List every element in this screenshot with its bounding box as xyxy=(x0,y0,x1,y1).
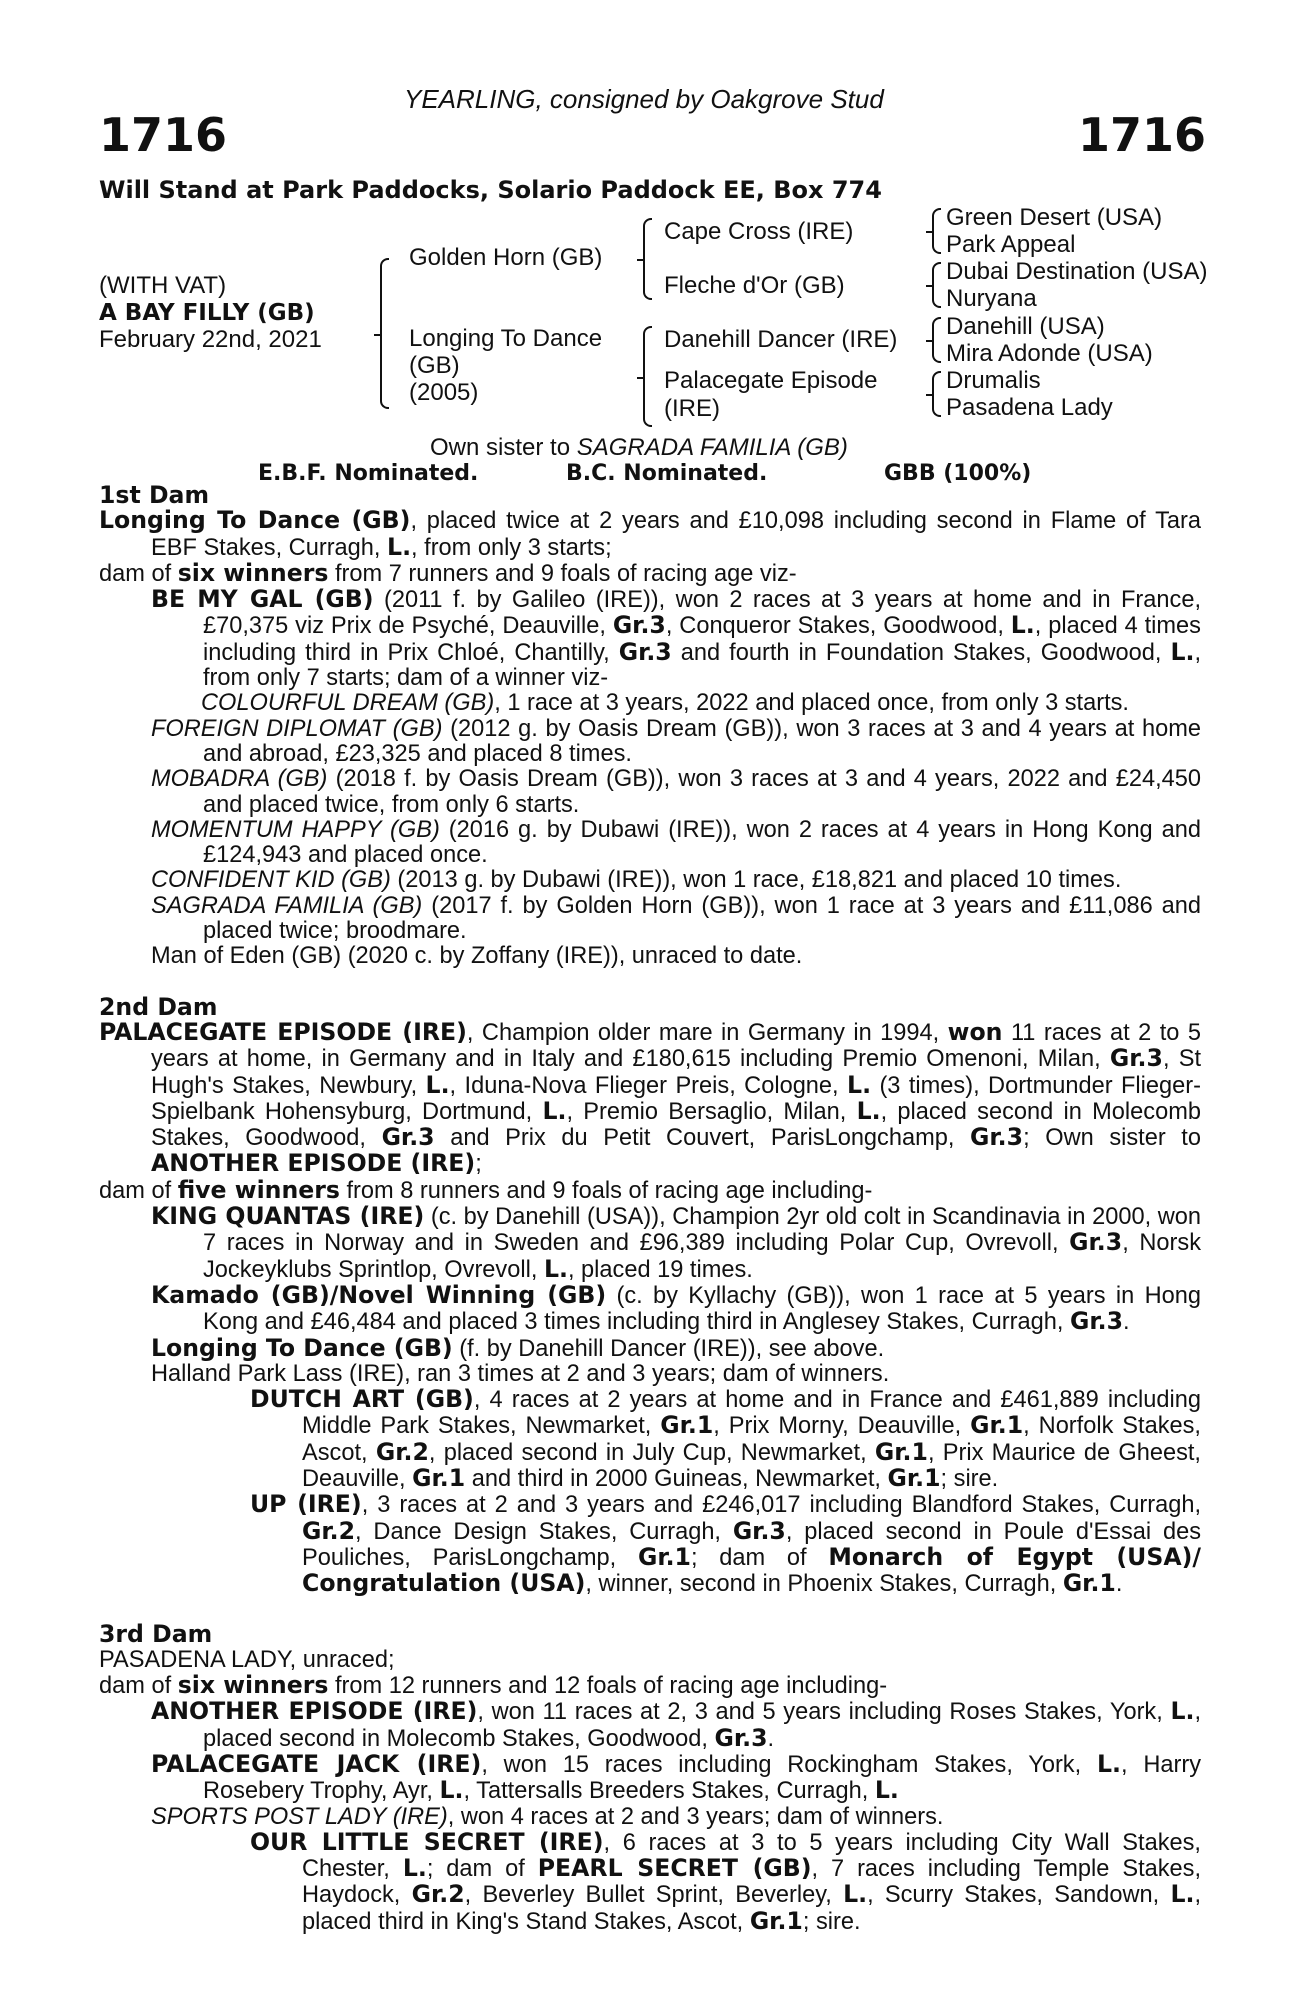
produce-king-quantas: KING QUANTAS (IRE) (c. by Danehill (USA)), Champion 2yr old colt in Scandinavia in 2000, won 7 races in Norway and in Sweden and £96,389 including Polar Cup, Ovrevoll, Gr.3, Norsk Jockeyklubs Sprintlop, Ovrevoll, L., placed 19 times. xyxy=(151,1202,1201,1283)
produce-another-episode: ANOTHER EPISODE (IRE), won 11 races at 2, 3 and 5 years including Roses Stakes, York, L., placed second in Molecomb Stakes, Goodwood, Gr.3. xyxy=(151,1697,1201,1752)
pedigree-ggs-7: Drumalis xyxy=(946,367,1041,394)
pedigree-dam-sire: Danehill Dancer (IRE) xyxy=(664,326,898,353)
produce-longing-to-dance: Longing To Dance (GB) (f. by Danehill Dancer (IRE)), see above. xyxy=(151,1333,885,1362)
pedigree-brace-dam xyxy=(643,326,652,427)
lot-number-right: 1716 xyxy=(1077,108,1206,162)
produce-mobadra: MOBADRA (GB) (2018 f. by Oasis Dream (GB)), won 3 races at 3 and 4 years, 2022 and £24,450 and placed twice, from only 6 starts. xyxy=(151,766,1201,818)
third-dam-heading: 3rd Dam xyxy=(99,1620,213,1649)
produce-momentum-happy: MOMENTUM HAPPY (GB) (2016 g. by Dubawi (IRE)), won 2 races at 4 years in Hong Kong and £124,943 and placed once. xyxy=(151,816,1201,869)
stand-location: Will Stand at Park Paddocks, Solario Paddock EE, Box 774 xyxy=(99,176,882,204)
pedigree-sire: Golden Horn (GB) xyxy=(409,244,603,271)
pedigree-dam-dam-country: (IRE) xyxy=(664,395,720,422)
pedigree-brace-g1 xyxy=(932,208,941,254)
produce-kamado: Kamado (GB)/Novel Winning (GB) (c. by Kyllachy (GB)), won 1 race at 5 years in Hong Kong and £46,484 and placed 3 times including third in Anglesey Stakes, Curragh, Gr.3. xyxy=(151,1280,1201,1336)
pedigree-dam: Longing To Dance xyxy=(409,325,603,352)
pedigree-dam-year: (2005) xyxy=(409,379,479,406)
produce-sports-post-lady: SPORTS POST LADY (IRE), won 4 races at 2 and 3 years; dam of winners. xyxy=(151,1803,944,1830)
gbb-note: GBB (100%) xyxy=(884,461,1032,486)
produce-foreign-diplomat: FOREIGN DIPLOMAT (GB) (2012 g. by Oasis Dream (GB)), won 3 races at 3 and 4 years at home and abroad, £23,325 and placed 8 times. xyxy=(151,715,1201,767)
pedigree-ggs-4: Nuryana xyxy=(946,285,1037,312)
pedigree-ggs-6: Mira Adonde (USA) xyxy=(946,340,1153,367)
produce-our-little-secret: OUR LITTLE SECRET (IRE), 6 races at 3 to 5 years including City Wall Stakes, Chester, L.; dam of PEARL SECRET (GB), 7 races including Temple Stakes, Haydock, Gr.2, Beverley Bullet Sprint, Beverley, L., Scurry Stakes, Sandown, L., placed third in King's Stand Stakes, Ascot, Gr.1; sire. xyxy=(250,1827,1202,1935)
produce-palacegate-jack: PALACEGATE JACK (IRE), won 15 races including Rockingham Stakes, York, L., Harry Rosebery Trophy, Ayr, L., Tattersalls Breeders Stakes, Curragh, L. xyxy=(151,1749,1201,1805)
produce-halland-park-lass: Halland Park Lass (IRE), ran 3 times at 2 and 3 years; dam of winners. xyxy=(151,1360,890,1387)
pedigree-dam-dam: Palacegate Episode xyxy=(664,367,878,394)
second-dam-heading: 2nd Dam xyxy=(99,992,218,1021)
ebf-note: E.B.F. Nominated. xyxy=(258,461,479,486)
first-dam-produce: dam of six winners from 7 runners and 9 foals of racing age viz- xyxy=(99,558,797,587)
pedigree-sire-dam: Fleche d'Or (GB) xyxy=(664,272,845,299)
pedigree-sire-sire: Cape Cross (IRE) xyxy=(664,218,854,245)
own-sister-name: SAGRADA FAMILIA (GB) xyxy=(576,434,848,461)
third-dam-produce: dam of six winners from 12 runners and 12 foals of racing age including- xyxy=(99,1671,888,1700)
vat-note: (WITH VAT) xyxy=(99,272,227,299)
lot-name: A BAY FILLY (GB) xyxy=(99,300,315,326)
dam-name: Longing To Dance (GB) xyxy=(99,506,411,535)
first-dam-heading: 1st Dam xyxy=(99,481,210,509)
pedigree-brace-main xyxy=(380,258,389,409)
pedigree-ggs-8: Pasadena Lady xyxy=(946,394,1113,421)
second-dam-produce: dam of five winners from 8 runners and 9 foals of racing age including- xyxy=(99,1175,873,1204)
pedigree-brace-g4 xyxy=(932,371,941,417)
pedigree-ggs-2: Park Appeal xyxy=(946,231,1076,258)
produce-dutch-art: DUTCH ART (GB), 4 races at 2 years at home and in France and £461,889 including Middle Park Stakes, Newmarket, Gr.1, Prix Morny, Deauville, Gr.1, Norfolk Stakes, Ascot, Gr.2, placed second in July Cup, Newmarket, Gr.1, Prix Maurice de Gheest, Deauville, Gr.1 and third in 2000 Guineas, Newmarket, Gr.1; sire. xyxy=(250,1385,1202,1492)
pedigree-brace-sire xyxy=(643,218,652,300)
third-dam-entry: PASADENA LADY, unraced; xyxy=(99,1646,395,1673)
pedigree-brace-g2 xyxy=(932,262,941,308)
pedigree-ggs-1: Green Desert (USA) xyxy=(946,204,1163,231)
produce-colourful-dream: COLOURFUL DREAM (GB), 1 race at 3 years, 2022 and placed once, from only 3 starts. xyxy=(201,690,1129,717)
first-dam-entry: Longing To Dance (GB), placed twice at 2 years and £10,098 including second in Flame of Tara EBF Stakes, Curragh, L., from only 3 starts; xyxy=(99,506,1202,561)
lot-number-left: 1716 xyxy=(99,108,228,162)
bc-note: B.C. Nominated. xyxy=(566,461,768,486)
own-sister-prefix: Own sister to xyxy=(430,434,577,461)
produce-man-of-eden: Man of Eden (GB) (2020 c. by Zoffany (IRE)), unraced to date. xyxy=(151,943,803,970)
pedigree-ggs-5: Danehill (USA) xyxy=(946,313,1105,340)
produce-up: UP (IRE), 3 races at 2 and 3 years and £246,017 including Blandford Stakes, Curragh, Gr.2, Dance Design Stakes, Curragh, Gr.3, placed second in Poule d'Essai des Pouliches, ParisLongchamp, Gr.1; dam of Monarch of Egypt (USA)/ Congratulation (USA), winner, second in Phoenix Stakes, Curragh, Gr.1. xyxy=(250,1490,1202,1598)
own-sister-note xyxy=(430,434,848,462)
catalogue-body xyxy=(99,483,1201,1935)
consignment-line: YEARLING, consigned by Oakgrove Stud xyxy=(404,84,884,114)
foaling-date: February 22nd, 2021 xyxy=(99,326,322,353)
pedigree-brace-g3 xyxy=(932,317,941,363)
pedigree-dam-country: (GB) xyxy=(409,352,460,379)
produce-confident-kid: CONFIDENT KID (GB) (2013 g. by Dubawi (IRE)), won 1 race, £18,821 and placed 10 times. xyxy=(151,867,1122,894)
second-dam-entry: PALACEGATE EPISODE (IRE), Champion older mare in Germany in 1994, won 11 races at 2 to 5 years at home, in Germany and in Italy and £180,615 including Premio Omenoni, Milan, Gr.3, St Hugh's Stakes, Newbury, L., Iduna-Nova Flieger Preis, Cologne, L. (3 times), Dortmunder Flieger-Spielbank Hohensyburg, Dortmund, L., Premio Bersaglio, Milan, L., placed second in Molecomb Stakes, Goodwood, Gr.3 and Prix du Petit Couvert, ParisLongchamp, Gr.3; Own sister to ANOTHER EPISODE (IRE); xyxy=(99,1017,1201,1178)
produce-sagrada-familia: SAGRADA FAMILIA (GB) (2017 f. by Golden Horn (GB)), won 1 race at 3 years and £11,086 and placed twice; broodmare. xyxy=(151,892,1201,945)
pedigree-ggs-3: Dubai Destination (USA) xyxy=(946,258,1208,285)
produce-be-my-gal: BE MY GAL (GB) (2011 f. by Galileo (IRE)), won 2 races at 3 years at home and in France, £70,375 viz Prix de Psyché, Deauville, Gr.3, Conqueror Stakes, Goodwood, L., placed 4 times including third in Prix Chloé, Chantilly, Gr.3 and fourth in Foundation Stakes, Goodwood, L., from only 7 starts; dam of a winner viz- xyxy=(151,585,1201,692)
